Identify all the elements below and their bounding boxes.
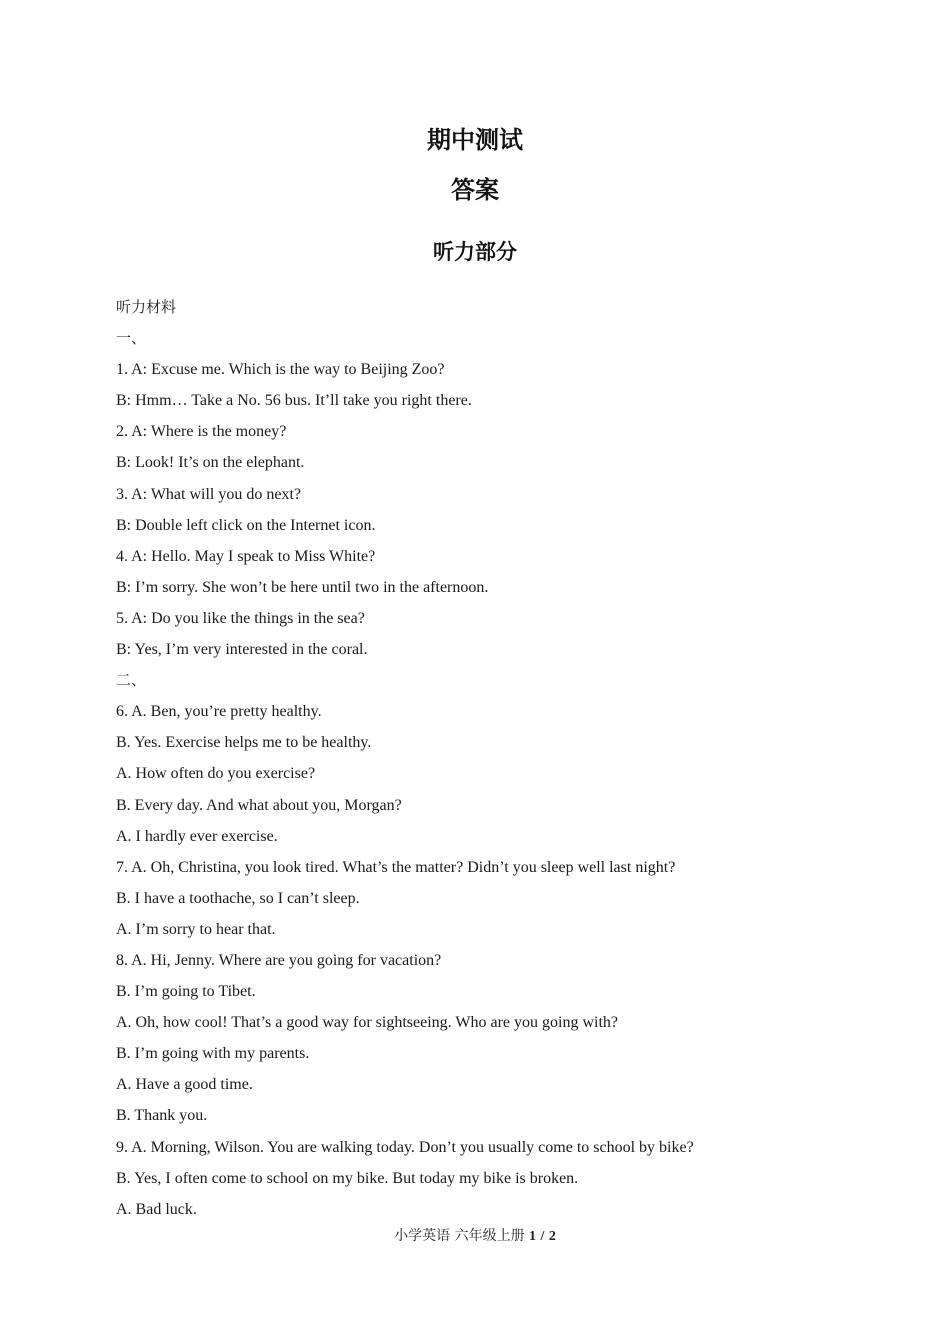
page-footer bbox=[0, 1226, 950, 1247]
text-line: 二、 bbox=[116, 671, 147, 690]
text-line: 8. A. Hi, Jenny. Where are you going for vacation? bbox=[116, 951, 442, 969]
page-number-total: 2 bbox=[548, 1229, 556, 1244]
text-line: 7. A. Oh, Christina, you look tired. What’s the matter? Didn’t you sleep well last night? bbox=[116, 858, 676, 876]
text-line: A. Have a good time. bbox=[116, 1076, 253, 1094]
document-subtitle: 答案 bbox=[451, 176, 499, 204]
text-line: B. I’m going with my parents. bbox=[116, 1045, 310, 1063]
text-line: 听力材料 bbox=[116, 298, 177, 316]
text-line: B. Every day. And what about you, Morgan? bbox=[116, 796, 402, 814]
section-heading: 听力部分 bbox=[433, 240, 517, 264]
text-line: 6. A. Ben, you’re pretty healthy. bbox=[116, 703, 322, 721]
text-line: B. I’m going to Tibet. bbox=[116, 983, 256, 1001]
text-line: B: Yes, I’m very interested in the coral. bbox=[116, 641, 368, 659]
text-line: B: I’m sorry. She won’t be here until two in the afternoon. bbox=[116, 578, 489, 596]
text-line: 5. A: Do you like the things in the sea? bbox=[116, 609, 365, 627]
text-line: 1. A: Excuse me. Which is the way to Beijing Zoo? bbox=[116, 361, 445, 379]
text-line: B. I have a toothache, so I can’t sleep. bbox=[116, 889, 360, 907]
document-title: 期中测试 bbox=[427, 126, 523, 154]
text-line: 3. A: What will you do next? bbox=[116, 485, 302, 503]
text-line: A. I hardly ever exercise. bbox=[116, 827, 278, 845]
text-line: 2. A: Where is the money? bbox=[116, 423, 287, 441]
footer-label: 小学英语 六年级上册 bbox=[394, 1228, 525, 1244]
text-line: B: Hmm… Take a No. 56 bus. It’ll take you right there. bbox=[116, 392, 472, 410]
text-line: 4. A: Hello. May I speak to Miss White? bbox=[116, 547, 376, 565]
text-line: 一、 bbox=[116, 329, 147, 348]
document-body bbox=[116, 292, 876, 1225]
text-line: A. How often do you exercise? bbox=[116, 765, 316, 783]
page-number-current: 1 bbox=[529, 1229, 537, 1244]
text-line: B: Look! It’s on the elephant. bbox=[116, 454, 305, 472]
text-line: B. Thank you. bbox=[116, 1107, 208, 1125]
text-line: A. I’m sorry to hear that. bbox=[116, 920, 276, 938]
text-line: A. Oh, how cool! That’s a good way for sightseeing. Who are you going with? bbox=[116, 1014, 618, 1032]
text-line: B: Double left click on the Internet icon. bbox=[116, 516, 376, 534]
page-number-separator: / bbox=[540, 1229, 545, 1244]
text-line: A. Bad luck. bbox=[116, 1200, 197, 1218]
text-line: 9. A. Morning, Wilson. You are walking today. Don’t you usually come to school by bike? bbox=[116, 1138, 694, 1156]
text-line: B. Yes, I often come to school on my bike. But today my bike is broken. bbox=[116, 1169, 579, 1187]
text-line: B. Yes. Exercise helps me to be healthy. bbox=[116, 734, 372, 752]
